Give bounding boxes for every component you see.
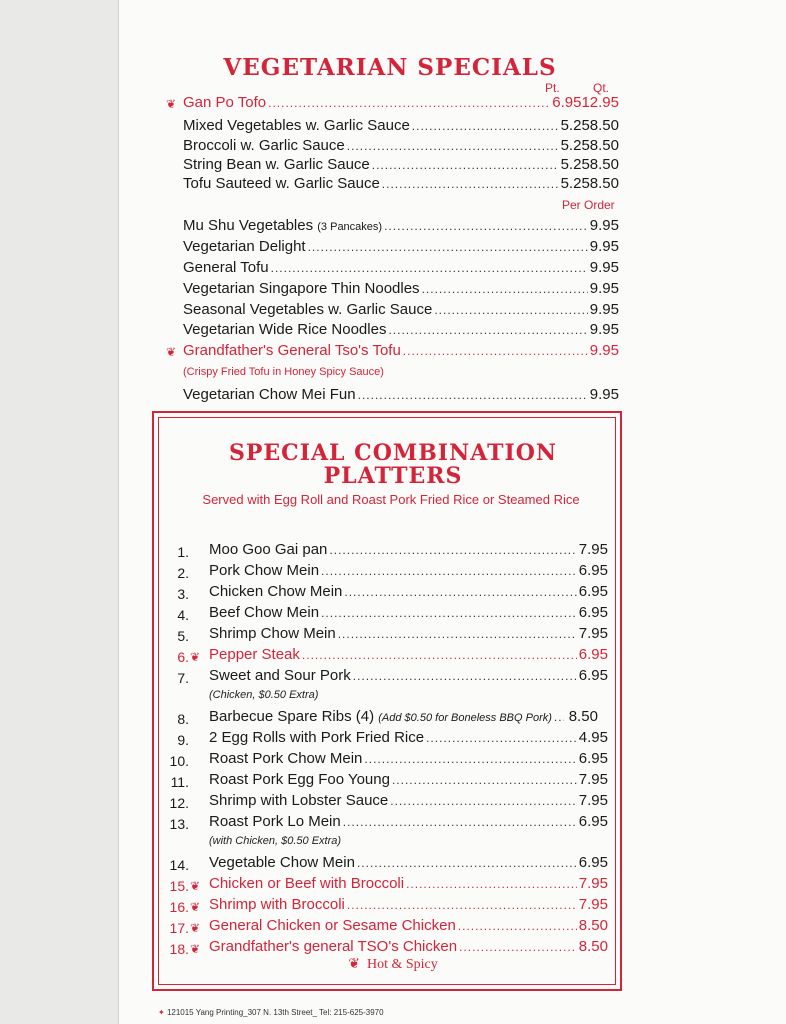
item-number: 14. bbox=[169, 857, 189, 873]
item-note: (with Chicken, $0.50 Extra) bbox=[209, 835, 342, 847]
combo-item[interactable]: Grandfather's general TSO's Chicken ..... 8.50 bbox=[209, 938, 608, 958]
item-number: 8. bbox=[177, 711, 189, 727]
item-number: 18. bbox=[169, 941, 189, 957]
item-number: 12. bbox=[169, 795, 189, 811]
item-number: 5. bbox=[177, 628, 189, 644]
item-number: 7. bbox=[177, 670, 189, 686]
combo-item[interactable]: Chicken Chow Mein ..... 6.95 bbox=[209, 583, 608, 603]
combo-item[interactable]: Shrimp with Broccoli ..... 7.95 bbox=[209, 896, 608, 916]
combo-item[interactable]: Roast Pork Egg Foo Young ..... 7.95 bbox=[209, 771, 608, 791]
combo-item[interactable]: Roast Pork Lo Mein ..... 6.95 bbox=[209, 813, 608, 833]
combo-item[interactable]: Barbecue Spare Ribs (4) (Add $0.50 for Boneless BBQ Pork) ..... 8.50 bbox=[209, 708, 608, 728]
item-number: 3. bbox=[177, 586, 189, 602]
hot-spicy-icon: ❦ bbox=[348, 957, 360, 972]
col-qt-header: Qt. bbox=[593, 81, 610, 95]
item-number: 16. bbox=[169, 899, 189, 915]
combo-item[interactable]: Vegetable Chow Mein ..... 6.95 bbox=[209, 854, 608, 874]
combo-item[interactable]: 2 Egg Rolls with Pork Fried Rice ..... 4.95 bbox=[209, 729, 608, 749]
hot-spicy-icon: ❦ bbox=[190, 900, 201, 914]
cross-icon: ✦ bbox=[158, 1008, 165, 1017]
menu-item[interactable]: Broccoli w. Garlic Sauce ..... 5.25 8.50 bbox=[183, 137, 619, 157]
combo-item[interactable]: Pepper Steak ..... 6.95 bbox=[209, 646, 608, 666]
menu-item[interactable]: General Tofu ..... 9.95 bbox=[183, 259, 619, 279]
combo-item[interactable]: Pork Chow Mein ..... 6.95 bbox=[209, 562, 608, 582]
printer-footer: ✦ 121015 Yang Printing_307 N. 13th Street_ Tel: 215-625-3970 bbox=[158, 1008, 384, 1017]
menu-item[interactable]: Vegetarian Wide Rice Noodles ..... 9.95 bbox=[183, 321, 619, 341]
item-number: 9. bbox=[177, 732, 189, 748]
menu-item[interactable]: Vegetarian Chow Mei Fun ..... 9.95 bbox=[183, 386, 619, 406]
item-number: 17. bbox=[169, 920, 189, 936]
menu-item[interactable]: Seasonal Vegetables w. Garlic Sauce ..... 9.95 bbox=[183, 301, 619, 321]
hot-spicy-icon: ❦ bbox=[190, 879, 201, 893]
item-number: 6. bbox=[177, 649, 189, 665]
vegetarian-title: VEGETARIAN SPECIALS bbox=[223, 54, 557, 81]
tso-tofu-note: (Crispy Fried Tofu in Honey Spicy Sauce) bbox=[183, 366, 384, 378]
combo-item[interactable]: Shrimp with Lobster Sauce ..... 7.95 bbox=[209, 792, 608, 812]
item-number: 2. bbox=[177, 565, 189, 581]
item-number: 13. bbox=[169, 816, 189, 832]
combo-item[interactable]: Shrimp Chow Mein ..... 7.95 bbox=[209, 625, 608, 645]
menu-item[interactable]: Grandfather's General Tso's Tofu ..... 9.95 bbox=[183, 342, 619, 362]
item-number: 11. bbox=[170, 774, 189, 790]
item-number: 10. bbox=[169, 753, 189, 769]
combo-item[interactable]: Moo Goo Gai pan ..... 7.95 bbox=[209, 541, 608, 561]
item-number: 15. bbox=[169, 878, 189, 894]
menu-item[interactable]: String Bean w. Garlic Sauce ..... 5.25 8.50 bbox=[183, 156, 619, 176]
menu-item[interactable]: Mu Shu Vegetables (3 Pancakes) ..... 9.95 bbox=[183, 217, 619, 237]
hot-spicy-icon: ❦ bbox=[190, 942, 201, 956]
hot-spicy-icon: ❦ bbox=[190, 650, 201, 664]
item-number: 4. bbox=[177, 607, 189, 623]
menu-item[interactable]: Mixed Vegetables w. Garlic Sauce ..... 5.25 8.50 bbox=[183, 117, 619, 137]
item-number: 1. bbox=[177, 544, 189, 560]
col-pt-header: Pt. bbox=[545, 81, 560, 95]
combo-item[interactable]: Beef Chow Mein ..... 6.95 bbox=[209, 604, 608, 624]
combo-title-line2: PLATTERS bbox=[323, 463, 463, 489]
menu-item[interactable]: Gan Po Tofo ..... 6.95 12.95 bbox=[183, 94, 619, 114]
hot-spicy-icon: ❦ bbox=[190, 921, 201, 935]
hot-spicy-icon: ❦ bbox=[166, 345, 177, 359]
combo-item[interactable]: Chicken or Beef with Broccoli ..... 7.95 bbox=[209, 875, 608, 895]
menu-item[interactable]: Tofu Sauteed w. Garlic Sauce ..... 5.25 8.50 bbox=[183, 175, 619, 195]
menu-item[interactable]: Vegetarian Singapore Thin Noodles ..... 9.95 bbox=[183, 280, 619, 300]
combo-title: SPECIAL COMBINATION bbox=[228, 440, 558, 466]
combo-subtitle: Served with Egg Roll and Roast Pork Fried Rice or Steamed Rice bbox=[202, 492, 580, 507]
per-order-header: Per Order bbox=[562, 198, 615, 212]
hot-spicy-icon: ❦ bbox=[166, 97, 177, 111]
item-note: (Chicken, $0.50 Extra) bbox=[209, 689, 319, 701]
combo-item[interactable]: General Chicken or Sesame Chicken ..... 8.50 bbox=[209, 917, 608, 937]
combo-item[interactable]: Sweet and Sour Pork ..... 6.95 bbox=[209, 667, 608, 687]
hot-spicy-legend: ❦ Hot & Spicy bbox=[348, 957, 438, 972]
menu-item[interactable]: Vegetarian Delight ..... 9.95 bbox=[183, 238, 619, 258]
combo-item[interactable]: Roast Pork Chow Mein ..... 6.95 bbox=[209, 750, 608, 770]
